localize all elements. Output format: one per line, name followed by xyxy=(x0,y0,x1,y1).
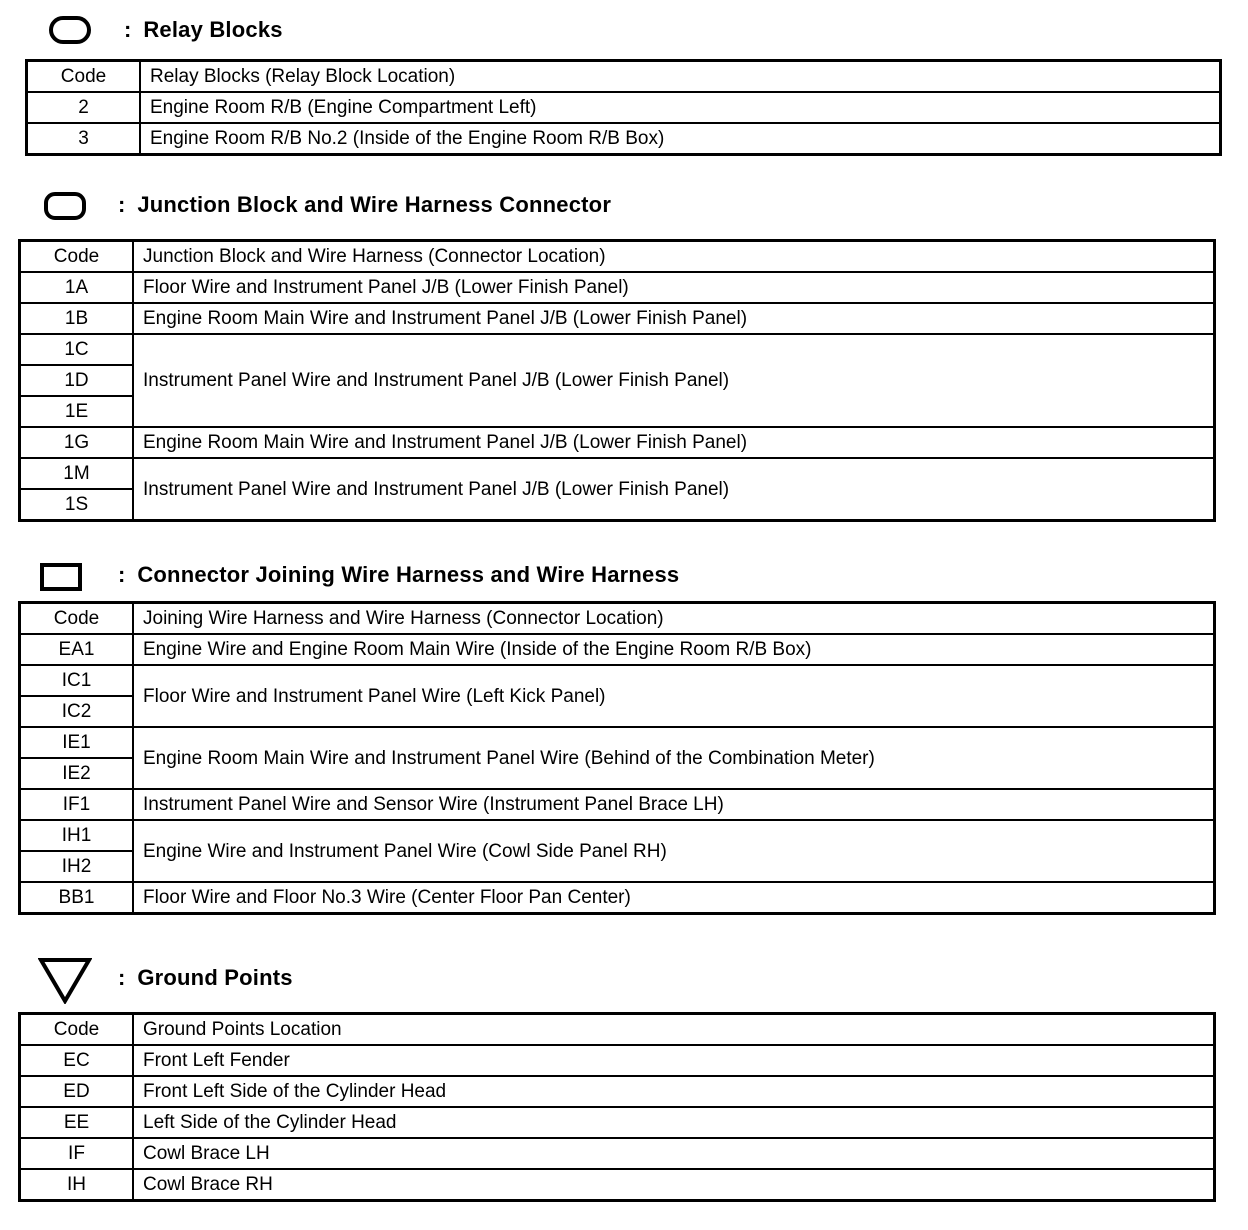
table-row xyxy=(20,665,1215,696)
code-cell: IE1 xyxy=(20,727,134,758)
header-desc: Junction Block and Wire Harness (Connector Location) xyxy=(133,241,1215,273)
heading-colon: : xyxy=(118,965,126,990)
junction-block-table xyxy=(18,239,1216,522)
ground-point-triangle-icon xyxy=(38,956,92,1004)
table-row xyxy=(20,272,1215,303)
desc-cell: Left Side of the Cylinder Head xyxy=(133,1107,1215,1138)
code-cell: 1A xyxy=(20,272,134,303)
table-row xyxy=(20,1045,1215,1076)
desc-cell: Front Left Fender xyxy=(133,1045,1215,1076)
code-cell: BB1 xyxy=(20,882,134,914)
code-cell: EA1 xyxy=(20,634,134,665)
table-header-row xyxy=(20,603,1215,635)
desc-cell: Engine Wire and Instrument Panel Wire (Cowl Side Panel RH) xyxy=(133,820,1215,882)
desc-cell: Front Left Side of the Cylinder Head xyxy=(133,1076,1215,1107)
code-cell: IH1 xyxy=(20,820,134,851)
code-cell: IE2 xyxy=(20,758,134,789)
code-cell: EC xyxy=(20,1045,134,1076)
table-header-row xyxy=(27,61,1221,93)
header-desc: Ground Points Location xyxy=(133,1014,1215,1046)
table-row xyxy=(20,334,1215,365)
table-row xyxy=(20,727,1215,758)
code-cell: IC1 xyxy=(20,665,134,696)
header-code: Code xyxy=(27,61,141,93)
table-row xyxy=(20,1138,1215,1169)
code-cell: ED xyxy=(20,1076,134,1107)
desc-cell: Instrument Panel Wire and Sensor Wire (Instrument Panel Brace LH) xyxy=(133,789,1215,820)
desc-cell: Instrument Panel Wire and Instrument Panel J/B (Lower Finish Panel) xyxy=(133,458,1215,521)
code-cell: IF1 xyxy=(20,789,134,820)
table-row xyxy=(27,123,1221,155)
desc-cell: Engine Room Main Wire and Instrument Panel J/B (Lower Finish Panel) xyxy=(133,427,1215,458)
code-cell: 2 xyxy=(27,92,141,123)
table-row xyxy=(20,882,1215,914)
header-desc: Joining Wire Harness and Wire Harness (Connector Location) xyxy=(133,603,1215,635)
ground-points-table xyxy=(18,1012,1216,1202)
table-row xyxy=(20,820,1215,851)
desc-cell: Engine Room Main Wire and Instrument Panel Wire (Behind of the Combination Meter) xyxy=(133,727,1215,789)
table-row xyxy=(20,634,1215,665)
desc-cell: Cowl Brace LH xyxy=(133,1138,1215,1169)
table-row xyxy=(20,1107,1215,1138)
desc-cell: Floor Wire and Floor No.3 Wire (Center Floor Pan Center) xyxy=(133,882,1215,914)
connector-heading xyxy=(118,553,679,597)
desc-cell: Instrument Panel Wire and Instrument Panel J/B (Lower Finish Panel) xyxy=(133,334,1215,427)
table-row xyxy=(20,1076,1215,1107)
code-cell: IC2 xyxy=(20,696,134,727)
table-row xyxy=(27,92,1221,123)
table-row xyxy=(20,789,1215,820)
heading-colon: : xyxy=(118,562,126,587)
header-code: Code xyxy=(20,603,134,635)
header-code: Code xyxy=(20,1014,134,1046)
connector-table xyxy=(18,601,1216,915)
code-cell: IH xyxy=(20,1169,134,1201)
section-title: Junction Block and Wire Harness Connector xyxy=(137,192,612,217)
ground-triangle-svg xyxy=(38,956,92,1004)
relay-blocks-heading xyxy=(124,8,283,52)
table-row xyxy=(20,303,1215,334)
table-row xyxy=(20,1169,1215,1201)
section-title: Ground Points xyxy=(137,965,293,990)
desc-cell: Engine Wire and Engine Room Main Wire (Inside of the Engine Room R/B Box) xyxy=(133,634,1215,665)
table-row xyxy=(20,427,1215,458)
table-header-row xyxy=(20,1014,1215,1046)
table-header-row xyxy=(20,241,1215,273)
code-cell: 3 xyxy=(27,123,141,155)
code-cell: 1M xyxy=(20,458,134,489)
junction-block-symbol-icon xyxy=(44,192,86,220)
desc-cell: Floor Wire and Instrument Panel Wire (Left Kick Panel) xyxy=(133,665,1215,727)
table-row xyxy=(20,458,1215,489)
code-cell: 1D xyxy=(20,365,134,396)
desc-cell: Cowl Brace RH xyxy=(133,1169,1215,1201)
code-cell: 1C xyxy=(20,334,134,365)
connector-symbol-icon xyxy=(40,563,82,591)
junction-block-heading xyxy=(118,183,611,227)
code-cell: 1E xyxy=(20,396,134,427)
desc-cell: Engine Room R/B No.2 (Inside of the Engine Room R/B Box) xyxy=(140,123,1221,155)
section-title: Relay Blocks xyxy=(143,17,283,42)
code-cell: 1G xyxy=(20,427,134,458)
heading-colon: : xyxy=(118,192,126,217)
code-cell: IH2 xyxy=(20,851,134,882)
code-cell: 1S xyxy=(20,489,134,521)
header-code: Code xyxy=(20,241,134,273)
heading-colon: : xyxy=(124,17,132,42)
relay-blocks-table xyxy=(25,59,1222,156)
code-cell: EE xyxy=(20,1107,134,1138)
code-cell: 1B xyxy=(20,303,134,334)
header-desc: Relay Blocks (Relay Block Location) xyxy=(140,61,1221,93)
code-cell: IF xyxy=(20,1138,134,1169)
desc-cell: Engine Room R/B (Engine Compartment Left) xyxy=(140,92,1221,123)
relay-block-symbol-icon xyxy=(49,16,91,44)
desc-cell: Floor Wire and Instrument Panel J/B (Lower Finish Panel) xyxy=(133,272,1215,303)
section-title: Connector Joining Wire Harness and Wire Harness xyxy=(137,562,680,587)
ground-points-heading xyxy=(118,956,293,1000)
desc-cell: Engine Room Main Wire and Instrument Panel J/B (Lower Finish Panel) xyxy=(133,303,1215,334)
